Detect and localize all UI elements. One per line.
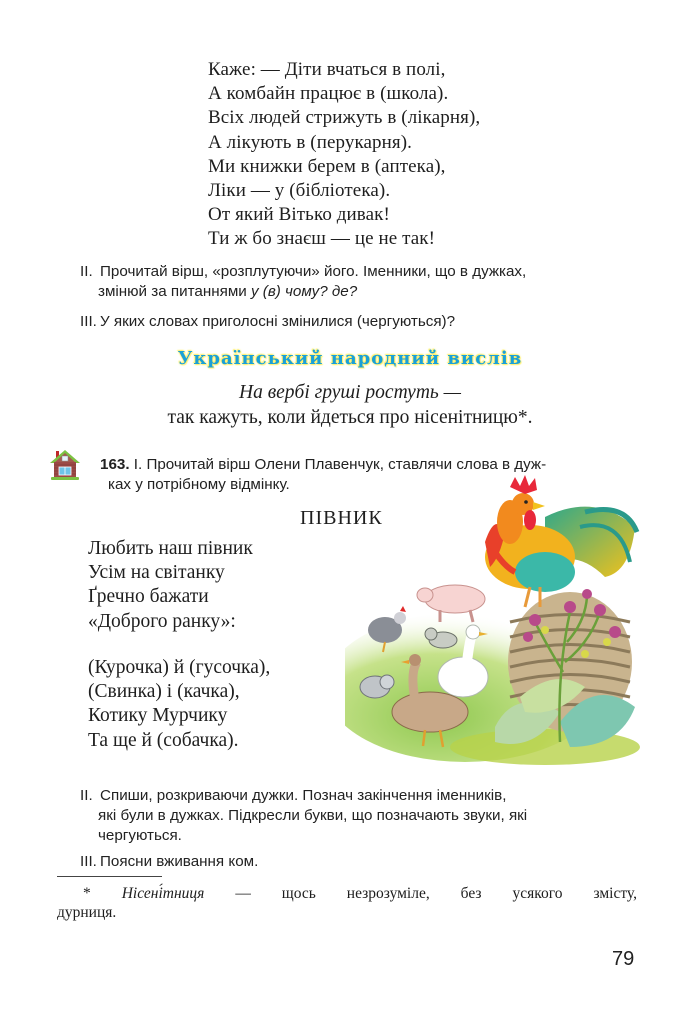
poem-title: ПІВНИК <box>300 507 383 529</box>
proverb-heading: Український народний вислів <box>177 348 523 369</box>
poem-line: (Курочка) й (гусочка), <box>88 657 271 678</box>
footnote <box>57 884 637 922</box>
poem-line: Та ще й (собачка). <box>88 729 239 751</box>
task-text-continued: які були в дужках. Підкресли букви, що позначають звуки, які <box>98 807 528 824</box>
task-text-continued: чергуються. <box>98 827 182 844</box>
task-text: Поясни вживання ком. <box>100 853 259 870</box>
task-iii-162 <box>80 312 640 332</box>
footnote-term: Нісені́тниця <box>121 885 205 902</box>
poem-line: Усім на світанку <box>88 562 225 584</box>
poem-line: Ґречно бажати <box>88 586 209 608</box>
poem-stanza-1 <box>88 537 253 634</box>
poem-line: Ми книжки берем в (аптека), <box>208 155 446 177</box>
task-text: І. Прочитай вірш Олени Плавенчук, ставлячи слова в дуж- <box>129 456 547 473</box>
task-number: III. <box>80 853 97 870</box>
rooster <box>485 475 637 607</box>
task-text-continued: ках у потрібному відмінку. <box>108 476 290 493</box>
task-ii-163 <box>80 786 640 846</box>
footnote-marker: * <box>83 885 122 902</box>
task-questions: у (в) чому? де? <box>250 283 358 300</box>
task-number: II. <box>80 263 93 280</box>
task-ii-162 <box>80 262 640 302</box>
poem-line: А комбайн працює в (школа). <box>208 83 449 105</box>
page-number: 79 <box>612 948 635 970</box>
exercise-number: 163. <box>100 456 130 473</box>
poem-line: «Доброго ранку»: <box>88 610 236 632</box>
poem-line: Ліки — у (бібліотека). <box>208 180 391 202</box>
task-iii-163 <box>80 852 640 872</box>
poem-line: От який Вітько дивак! <box>208 204 390 226</box>
poem-line: Всіх людей стрижуть в (лікарня), <box>208 107 481 129</box>
footnote-divider <box>57 876 162 877</box>
task-text-plain: змінюй за питаннями <box>98 283 251 300</box>
task-number: III. <box>80 313 97 330</box>
poem-line: А лікують в (перукарня). <box>208 131 413 153</box>
proverb-line-1: На вербі груші ростуть — <box>238 382 462 403</box>
task-text: У яких словах приголосні змінилися (чергуються)? <box>100 313 456 330</box>
farm-animals-illustration <box>345 472 640 767</box>
poem-top <box>208 58 480 252</box>
task-number: II. <box>80 787 93 804</box>
footnote-line-1 <box>57 884 637 903</box>
task-text-continued <box>80 282 640 302</box>
task-text: Прочитай вірш, «розплутуючи» його. Іменники, що в дужках, <box>100 263 527 280</box>
task-text: Спиши, розкриваючи дужки. Познач закінчення іменників, <box>100 787 507 804</box>
poem-line: Ти ж бо знаєш — це не так! <box>208 228 436 250</box>
footnote-line-2: дурниця. <box>57 904 117 921</box>
poem-stanza-2 <box>88 656 270 753</box>
poem-line: Котику Мурчику <box>88 705 228 727</box>
proverb-line-2: так кажуть, коли йдеться про нісенітницю*. <box>167 407 533 428</box>
poem-line: Каже: — Діти вчаться в полі, <box>208 59 446 80</box>
footnote-definition: — щось незрозуміле, без усякого змісту, <box>204 885 638 902</box>
poem-line: Любить наш півник <box>88 538 253 559</box>
house-icon <box>48 448 82 482</box>
poem-line: (Свинка) і (качка), <box>88 681 240 703</box>
